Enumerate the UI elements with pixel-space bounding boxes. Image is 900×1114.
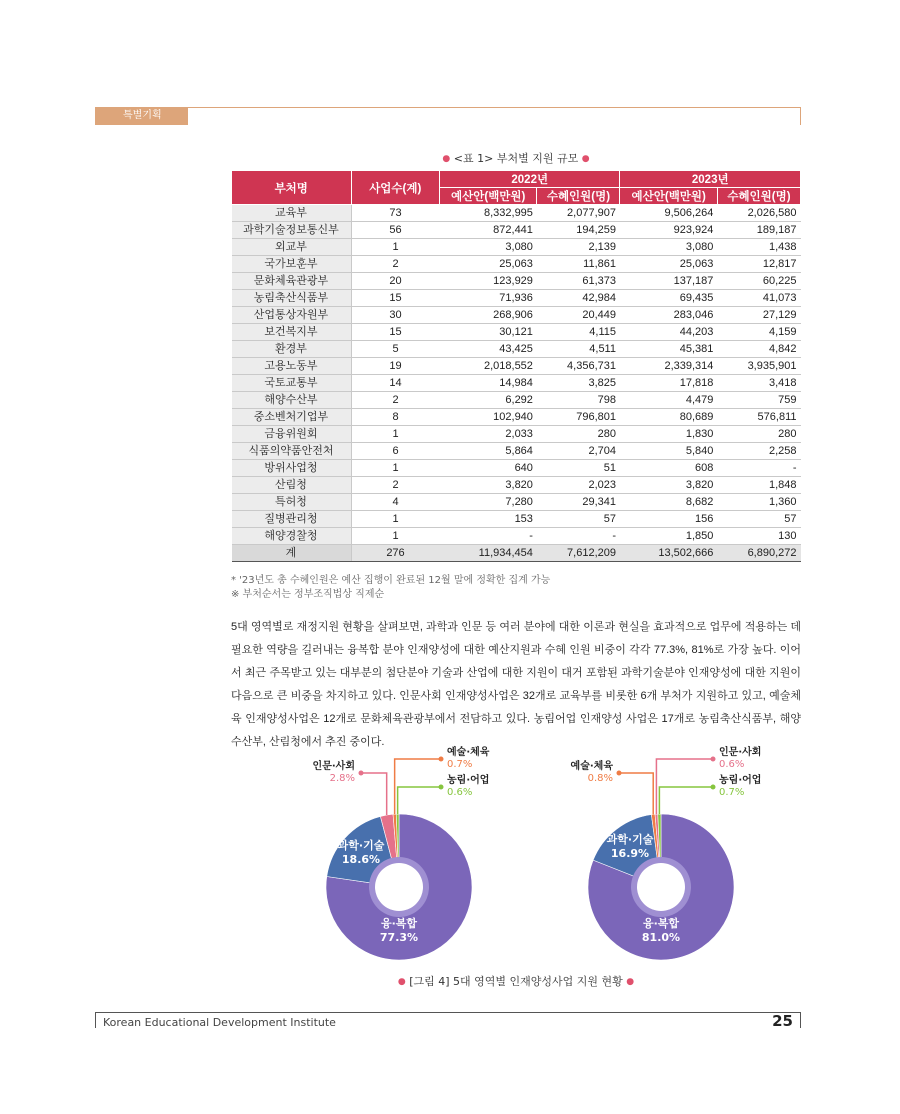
cell-budget-2023: 25,063 — [620, 256, 717, 273]
cell-budget-2023: 923,924 — [620, 222, 717, 239]
cell-budget-2023: 137,187 — [620, 273, 717, 290]
table-row — [232, 222, 801, 239]
cell-beneficiaries-2023: 576,811 — [717, 409, 800, 426]
cell-dept: 국토교통부 — [232, 375, 352, 392]
callout-line — [659, 787, 713, 814]
cell-beneficiaries-2022: 2,704 — [537, 443, 620, 460]
callout-label: 인문·사회 — [719, 747, 762, 758]
cell-dept: 과학기술정보통신부 — [232, 222, 352, 239]
cell-dept: 금융위원회 — [232, 426, 352, 443]
cell-beneficiaries-2023: 41,073 — [717, 290, 800, 307]
cell-dept: 해양수산부 — [232, 392, 352, 409]
cell-projects: 1 — [351, 426, 440, 443]
callout-label: 인문·사회 — [312, 761, 355, 772]
cell-beneficiaries-2022: 280 — [537, 426, 620, 443]
cell-budget-2022: 25,063 — [440, 256, 537, 273]
cell-dept: 국가보훈부 — [232, 256, 352, 273]
cell-beneficiaries-2022: 61,373 — [537, 273, 620, 290]
slice-label: 융·복합 — [642, 917, 680, 930]
cell-dept: 고용노동부 — [232, 358, 352, 375]
cell-beneficiaries-2023: 3,935,901 — [717, 358, 800, 375]
cell-budget-2023: 45,381 — [620, 341, 717, 358]
cell-beneficiaries-2022: 4,511 — [537, 341, 620, 358]
cell-beneficiaries-2022: - — [537, 528, 620, 545]
table-row — [232, 511, 801, 528]
cell-dept: 특허청 — [232, 494, 352, 511]
callout-dot — [359, 771, 364, 776]
table-row — [232, 205, 801, 222]
cell-beneficiaries-2023: 60,225 — [717, 273, 800, 290]
cell-dept: 교육부 — [232, 205, 352, 222]
callout-label: 예술·체육 — [447, 747, 490, 758]
table-body — [232, 205, 801, 562]
header-2022: 2022년 — [440, 171, 620, 188]
cell-projects: 15 — [351, 324, 440, 341]
donut-hole — [375, 863, 423, 911]
cell-beneficiaries-2022: 3,825 — [537, 375, 620, 392]
callout-value: 0.7% — [447, 759, 473, 770]
table-row — [232, 307, 801, 324]
cell-budget-2023: 69,435 — [620, 290, 717, 307]
cell-beneficiaries-2022: 4,356,731 — [537, 358, 620, 375]
cell-dept: 해양경찰청 — [232, 528, 352, 545]
cell-budget-2023: 2,339,314 — [620, 358, 717, 375]
cell-dept: 중소벤처기업부 — [232, 409, 352, 426]
cell-projects: 19 — [351, 358, 440, 375]
cell-budget-2023: 3,820 — [620, 477, 717, 494]
callout-dot — [439, 785, 444, 790]
table-row — [232, 443, 801, 460]
callout-label: 예술·체육 — [570, 761, 613, 772]
cell-budget-2022: 102,940 — [440, 409, 537, 426]
table-row — [232, 256, 801, 273]
header-beneficiaries-2022: 수혜인원(명) — [537, 188, 620, 205]
note-line: ※ 부처순서는 정부조직법상 직제순 — [231, 589, 385, 600]
note-line: * '23년도 총 수혜인원은 예산 집행이 완료된 12월 말에 정확한 집계 가능 — [231, 575, 551, 586]
cell-projects: 30 — [351, 307, 440, 324]
donut-hole — [637, 863, 685, 911]
slice-value-label: 81.0% — [641, 931, 681, 944]
callout-dot — [439, 757, 444, 762]
bullet-dot-icon: ● — [397, 977, 406, 987]
callout-line — [398, 787, 441, 814]
cell-projects: 1 — [351, 460, 440, 477]
table-row — [232, 324, 801, 341]
cell-projects: 14 — [351, 375, 440, 392]
slice-label: 융·복합 — [380, 917, 418, 930]
cell-budget-2022: 71,936 — [440, 290, 537, 307]
cell-beneficiaries-2023: 2,258 — [717, 443, 800, 460]
cell-dept: 산업통상자원부 — [232, 307, 352, 324]
cell-beneficiaries-2023: - — [717, 460, 800, 477]
table-row — [232, 358, 801, 375]
cell-beneficiaries-2023: 1,438 — [717, 239, 800, 256]
page-number: 25 — [772, 1012, 793, 1030]
callout-line — [619, 773, 653, 814]
table-row — [232, 392, 801, 409]
slice-label: 과학·기술 — [606, 833, 654, 846]
callout-label: 농림·어업 — [719, 775, 762, 786]
cell-budget-2022: 11,934,454 — [440, 545, 537, 562]
cell-beneficiaries-2022: 2,023 — [537, 477, 620, 494]
cell-beneficiaries-2023: 4,842 — [717, 341, 800, 358]
cell-budget-2022: 2,018,552 — [440, 358, 537, 375]
cell-dept: 방위사업청 — [232, 460, 352, 477]
cell-beneficiaries-2022: 11,861 — [537, 256, 620, 273]
table-row — [232, 290, 801, 307]
cell-budget-2022: 872,441 — [440, 222, 537, 239]
cell-budget-2023: 9,506,264 — [620, 205, 717, 222]
header-rule — [95, 107, 801, 125]
callout-label: 농림·어업 — [447, 775, 490, 786]
cell-beneficiaries-2023: 759 — [717, 392, 800, 409]
cell-beneficiaries-2023: 1,360 — [717, 494, 800, 511]
cell-beneficiaries-2022: 20,449 — [537, 307, 620, 324]
cell-budget-2023: 17,818 — [620, 375, 717, 392]
cell-projects: 5 — [351, 341, 440, 358]
table-row — [232, 341, 801, 358]
bullet-dot-icon: ● — [442, 154, 451, 164]
slice-value-label: 16.9% — [610, 847, 650, 860]
cell-beneficiaries-2023: 1,848 — [717, 477, 800, 494]
cell-budget-2023: 8,682 — [620, 494, 717, 511]
cell-dept: 보건복지부 — [232, 324, 352, 341]
header-2023: 2023년 — [620, 171, 801, 188]
header-budget-2022: 예산안(백만원) — [440, 188, 537, 205]
header-budget-2023: 예산안(백만원) — [620, 188, 717, 205]
cell-beneficiaries-2023: 12,817 — [717, 256, 800, 273]
cell-dept: 질병관리청 — [232, 511, 352, 528]
cell-projects: 1 — [351, 528, 440, 545]
cell-budget-2023: 1,830 — [620, 426, 717, 443]
cell-budget-2022: 8,332,995 — [440, 205, 537, 222]
cell-beneficiaries-2022: 29,341 — [537, 494, 620, 511]
header-dept: 부처명 — [232, 171, 352, 205]
cell-budget-2023: 80,689 — [620, 409, 717, 426]
cell-beneficiaries-2022: 51 — [537, 460, 620, 477]
cell-budget-2023: 5,840 — [620, 443, 717, 460]
table-row — [232, 494, 801, 511]
cell-projects: 276 — [351, 545, 440, 562]
cell-budget-2022: 43,425 — [440, 341, 537, 358]
cell-projects: 2 — [351, 256, 440, 273]
cell-budget-2022: 5,864 — [440, 443, 537, 460]
table-row — [232, 528, 801, 545]
cell-beneficiaries-2022: 2,139 — [537, 239, 620, 256]
cell-dept: 환경부 — [232, 341, 352, 358]
table-row — [232, 409, 801, 426]
table-row — [232, 426, 801, 443]
footer-institute: Korean Educational Development Institute — [103, 1016, 336, 1029]
cell-beneficiaries-2023: 2,026,580 — [717, 205, 800, 222]
cell-budget-2022: 3,820 — [440, 477, 537, 494]
cell-projects: 15 — [351, 290, 440, 307]
cell-beneficiaries-2022: 42,984 — [537, 290, 620, 307]
cell-dept: 산림청 — [232, 477, 352, 494]
cell-projects: 4 — [351, 494, 440, 511]
pie-charts — [231, 745, 801, 965]
cell-budget-2022: 6,292 — [440, 392, 537, 409]
cell-beneficiaries-2022: 798 — [537, 392, 620, 409]
cell-beneficiaries-2023: 3,418 — [717, 375, 800, 392]
body-paragraph: 5대 영역별로 재정지원 현황을 살펴보면, 과학과 인문 등 여러 분야에 대한 이론과 현실을 효과적으로 업무에 적용하는 데 필요한 역량을 길러내는 융복합 분야 인재양성에 대한 예산지원과 수혜 인원 비중이 각각 77.3%, 81%로 가장 높다. 이어서 최근 주목받고 있는 대부분의 첨단분야 기술과 산업에 대한 지원이 대거 포함된 과학기술분야 인재양성에 대한 지원이 다음으로 큰 비중을 차지하고 있다. 인문사회 인재양성사업은 32개로 교육부를 비롯한 6개 부처가 지원하고 있고, 예술체육 인재양성사업은 12개로 문화체육관광부에서 전담하고 있다. 농림어업 인재양성 사업은 17개로 농림축산식품부, 해양수산부, 산림청에서 추진 중이다. — [231, 621, 801, 748]
figure-caption-text: [그림 4] 5대 영역별 인재양성사업 지원 현황 — [409, 975, 623, 988]
callout-value: 0.6% — [719, 759, 745, 770]
cell-budget-2023: 1,850 — [620, 528, 717, 545]
table-row — [232, 545, 801, 562]
callout-value: 2.8% — [329, 773, 355, 784]
cell-projects: 1 — [351, 239, 440, 256]
cell-budget-2022: 30,121 — [440, 324, 537, 341]
table-row — [232, 273, 801, 290]
cell-dept: 외교부 — [232, 239, 352, 256]
cell-dept: 농림축산식품부 — [232, 290, 352, 307]
cell-projects: 2 — [351, 392, 440, 409]
cell-budget-2022: 3,080 — [440, 239, 537, 256]
figure-caption — [231, 973, 801, 989]
cell-dept: 계 — [232, 545, 352, 562]
callout-value: 0.8% — [587, 773, 613, 784]
cell-beneficiaries-2023: 189,187 — [717, 222, 800, 239]
cell-beneficiaries-2022: 2,077,907 — [537, 205, 620, 222]
table-caption — [231, 150, 801, 166]
table-row — [232, 460, 801, 477]
callout-dot — [711, 757, 716, 762]
cell-budget-2022: 14,984 — [440, 375, 537, 392]
table-row — [232, 477, 801, 494]
cell-budget-2023: 3,080 — [620, 239, 717, 256]
cell-beneficiaries-2022: 194,259 — [537, 222, 620, 239]
cell-budget-2022: 268,906 — [440, 307, 537, 324]
cell-beneficiaries-2022: 57 — [537, 511, 620, 528]
slice-value-label: 77.3% — [379, 931, 419, 944]
cell-budget-2023: 13,502,666 — [620, 545, 717, 562]
cell-projects: 20 — [351, 273, 440, 290]
cell-budget-2022: - — [440, 528, 537, 545]
table-caption-text: <표 1> 부처별 지원 규모 — [453, 152, 579, 165]
slice-value-label: 18.6% — [341, 853, 381, 866]
cell-beneficiaries-2023: 27,129 — [717, 307, 800, 324]
callout-dot — [711, 785, 716, 790]
table-notes — [231, 574, 550, 602]
cell-beneficiaries-2022: 7,612,209 — [537, 545, 620, 562]
cell-beneficiaries-2023: 6,890,272 — [717, 545, 800, 562]
callout-line — [361, 773, 387, 815]
slice-label: 과학·기술 — [337, 839, 385, 852]
cell-projects: 8 — [351, 409, 440, 426]
cell-budget-2022: 2,033 — [440, 426, 537, 443]
cell-budget-2022: 7,280 — [440, 494, 537, 511]
cell-projects: 56 — [351, 222, 440, 239]
header-projects: 사업수(계) — [351, 171, 440, 205]
department-support-table — [231, 170, 801, 562]
cell-beneficiaries-2023: 280 — [717, 426, 800, 443]
cell-projects: 2 — [351, 477, 440, 494]
cell-beneficiaries-2022: 796,801 — [537, 409, 620, 426]
cell-dept: 식품의약품안전처 — [232, 443, 352, 460]
cell-budget-2023: 283,046 — [620, 307, 717, 324]
cell-budget-2023: 156 — [620, 511, 717, 528]
section-label: 특별기획 — [95, 107, 188, 125]
cell-projects: 6 — [351, 443, 440, 460]
bullet-dot-icon: ● — [581, 154, 590, 164]
cell-projects: 1 — [351, 511, 440, 528]
table-row — [232, 239, 801, 256]
cell-budget-2023: 44,203 — [620, 324, 717, 341]
cell-budget-2022: 123,929 — [440, 273, 537, 290]
cell-budget-2022: 153 — [440, 511, 537, 528]
cell-budget-2023: 4,479 — [620, 392, 717, 409]
header-beneficiaries-2023: 수혜인원(명) — [717, 188, 800, 205]
table-row — [232, 375, 801, 392]
callout-value: 0.7% — [719, 787, 745, 798]
cell-budget-2023: 608 — [620, 460, 717, 477]
cell-beneficiaries-2023: 57 — [717, 511, 800, 528]
callout-value: 0.6% — [447, 787, 473, 798]
cell-projects: 73 — [351, 205, 440, 222]
cell-beneficiaries-2023: 130 — [717, 528, 800, 545]
bullet-dot-icon: ● — [626, 977, 635, 987]
cell-beneficiaries-2022: 4,115 — [537, 324, 620, 341]
cell-beneficiaries-2023: 4,159 — [717, 324, 800, 341]
callout-dot — [617, 771, 622, 776]
cell-dept: 문화체육관광부 — [232, 273, 352, 290]
cell-budget-2022: 640 — [440, 460, 537, 477]
